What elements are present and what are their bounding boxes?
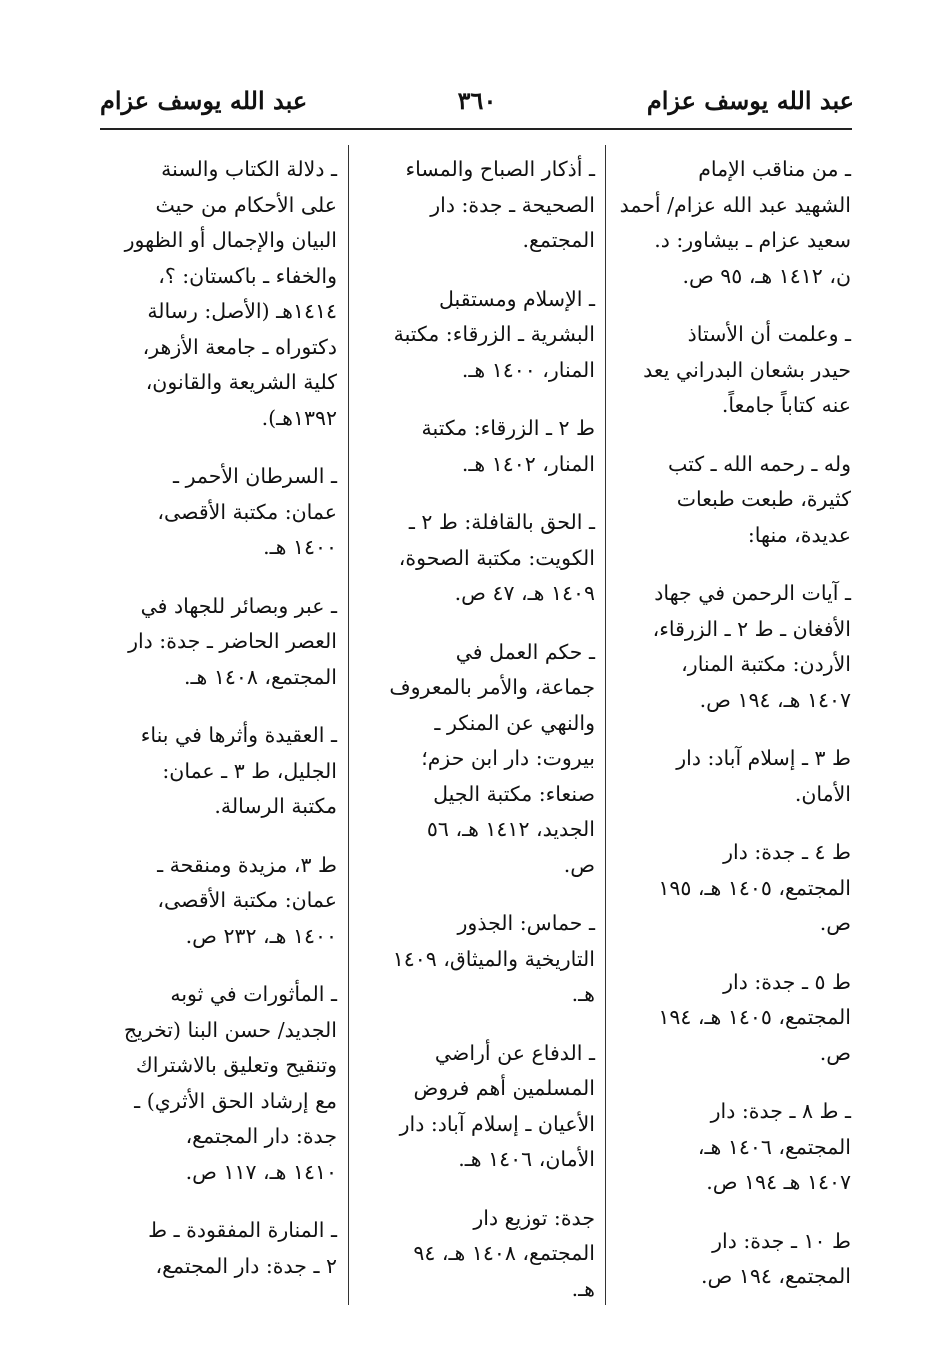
bibliography-entry: ـ من مناقب الإمام الشهيد عبد الله عزام/ أحمد سعيد عزام ـ بيشاور: د. ن، ١٤١٢ هـ، ٩٥ ص. [619,157,851,288]
bibliography-entry: ـ ط ٨ ـ جدة: دار المجتمع، ١٤٠٦ هـ، ١٤٠٧ هـ ١٩٤ ص. [697,1099,851,1194]
bibliography-entry: ـ العقيدة وأثرها في بناء الجليل، ط ٣ ـ عمان: مكتبة الرسالة. [140,723,337,818]
bibliography-entry: ـ عبر وبصائر للجهاد في العصر الحاضر ـ جدة: دار المجتمع، ١٤٠٨ هـ. [128,593,337,689]
bibliography-entry: ـ الحق بالقافلة: ط ٢ ـ الكويت: مكتبة الصحوة، ١٤٠٩ هـ، ٤٧ ص. [398,510,595,605]
bibliography-entry: ـ السرطان الأحمر ـ عمان: مكتبة الأقصى، ١٤٠٠ هـ. [157,464,337,559]
header-author-left: عبد الله يوسف عزام [100,86,308,115]
bibliography-entry: ط ٢ ـ الزرقاء: مكتبة المنار، ١٤٠٢ هـ. [421,416,595,476]
page-number: ٣٦٠ [457,86,497,115]
bibliography-entry: ـ وعلمت أن الأستاذ حيدر بشعان البدراني يعد عنه كتاباً جامعاً. [643,322,851,417]
bibliography-entry: ـ الدفاع عن أراضي المسلمين أهم فروض الأعيان ـ إسلام آباد: دار الأمان، ١٤٠٦ هـ. [399,1040,595,1171]
bibliography-entry: ـ المنارة المفقودة ـ ط ٢ ـ جدة: دار المجتمع، [148,1218,337,1278]
bibliography-entry: ـ الإسلام ومستقبل البشرية ـ الزرقاء: مكتبة المنار، ١٤٠٠ هـ. [393,286,595,382]
bibliography-entry: ط ٣ ـ إسلام آباد: دار الأمان. [676,746,851,806]
column-right [615,152,851,1295]
bibliography-entry: ـ آيات الرحمن في جهاد الأفغان ـ ط ٢ ـ الزرقاء، الأردن: مكتبة المنار، ١٤٠٧ هـ، ١٩٤ ص. [652,581,851,712]
column-left [105,152,337,1284]
bibliography-entry: ط ٣، مزيدة ومنقحة ـ عمان: مكتبة الأقصى، ١٤٠٠ هـ، ٢٣٢ ص. [157,852,337,948]
column-divider [348,145,349,1305]
bibliography-entry: ط ١٠ ـ جدة: دار المجتمع، ١٩٤ ص. [701,1228,851,1288]
bibliography-entry: وله ـ رحمه الله ـ كتب كثيرة، طبعت طبعات عديدة، منها: [668,451,851,547]
bibliography-entry: ـ حكم العمل في جماعة، والأمر بالمعروف والنهي عن المنكر ـ بيروت: دار ابن حزم؛ صنعاء: مكتبة الجيل الجديد، ١٤١٢ هـ، ٥٦ ص. [389,639,595,877]
column-divider [605,145,606,1305]
bibliography-entry: ـ دلالة الكتاب والسنة على الأحكام من حيث البيان والإجمال أو الظهور والخفاء ـ باكستان: ؟، ١٤١٤هـ (الأصل: رسالة دكتوراه ـ جامعة الأزهر، كلية الشريعة والقانون، ١٣٩٢هـ). [124,157,337,430]
bibliography-entry: جدة: توزيع دار المجتمع، ١٤٠٨ هـ، ٩٤ هـ. [413,1205,595,1301]
column-middle [360,152,595,1307]
bibliography-entry: ـ أذكار الصباح والمساء الصحيحة ـ جدة: دار المجتمع. [405,157,595,252]
header-rule [100,128,852,130]
header-author-right: عبد الله يوسف عزام [646,86,854,115]
bibliography-entry: ط ٤ ـ جدة: دار المجتمع، ١٤٠٥ هـ، ١٩٥ ص. [658,840,851,935]
running-header [100,86,854,126]
bibliography-entry: ط ٥ ـ جدة: دار المجتمع، ١٤٠٥ هـ، ١٩٤ ص. [658,969,851,1065]
bibliography-entry: ـ المأثورات في ثوبه الجديد/ حسن البنا (تخريج وتنقيح وتعليق بالاشتراك مع إرشاد الحق الأثري) ـ جدة: دار المجتمع، ١٤١٠ هـ، ١١٧ ص. [123,982,337,1184]
bibliography-entry: ـ حماس: الجذور التاريخية والميثاق، ١٤٠٩ هـ. [392,911,595,1006]
